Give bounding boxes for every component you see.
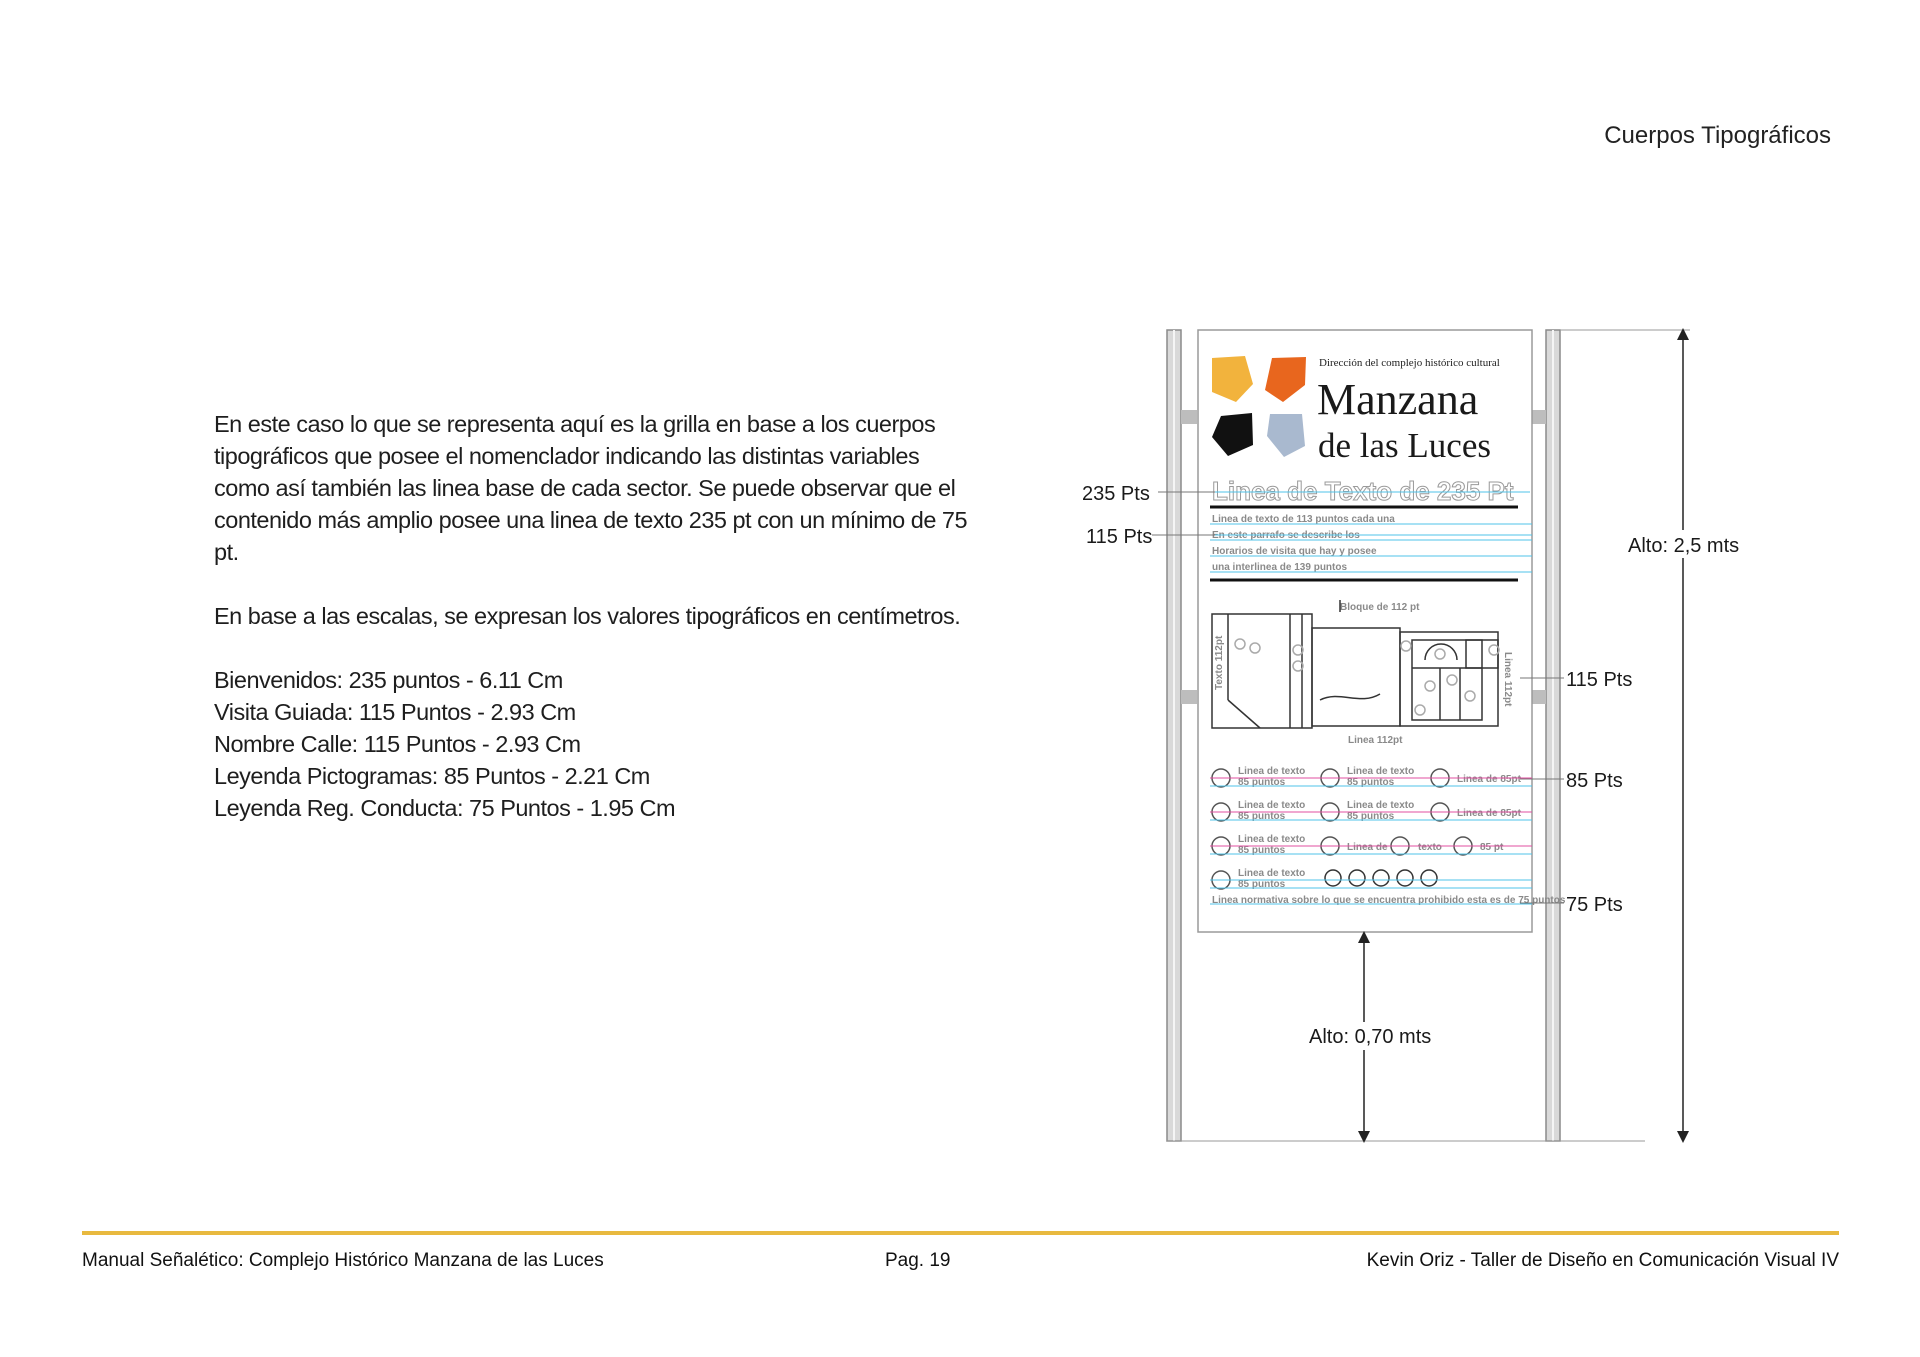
- footer-left: Manual Señalético: Complejo Histórico Manzana de las Luces: [82, 1250, 604, 1271]
- label-75-pts: 75 Pts: [1566, 894, 1623, 916]
- svg-text:85 pt: 85 pt: [1480, 842, 1504, 853]
- label-235-pts: 235 Pts: [1082, 483, 1150, 505]
- svg-text:Linea de texto de 113 puntos c: Linea de texto de 113 puntos cada una: [1212, 514, 1395, 525]
- right-post: [1532, 330, 1560, 1141]
- svg-text:Bloque de 112 pt: Bloque de 112 pt: [1340, 602, 1420, 613]
- svg-text:Linea de 85pt: Linea de 85pt: [1457, 808, 1521, 819]
- section-title: Cuerpos Tipográficos: [1604, 122, 1831, 149]
- svg-text:Linea de texto: Linea de texto: [1238, 800, 1306, 811]
- list-item: Leyenda Reg. Conducta: 75 Puntos - 1.95 Cm: [214, 795, 676, 821]
- footer-page-number: Pag. 19: [885, 1250, 951, 1271]
- svg-text:Horarios de visita que hay y p: Horarios de visita que hay y posee: [1212, 546, 1377, 557]
- list-item: Leyenda Pictogramas: 85 Puntos - 2.21 Cm: [214, 763, 650, 789]
- svg-text:En este parrafo se describe lo: En este parrafo se describe los: [1212, 530, 1360, 541]
- footer-right: Kevin Oriz - Taller de Diseño en Comunicación Visual IV: [1366, 1250, 1839, 1271]
- label-115-pts-left: 115 Pts: [1086, 526, 1153, 548]
- list-item: Bienvenidos: 235 puntos - 6.11 Cm: [214, 667, 563, 693]
- svg-text:85 puntos: 85 puntos: [1347, 777, 1395, 788]
- list-item: Nombre Calle: 115 Puntos - 2.93 Cm: [214, 731, 581, 757]
- paragraph-1: En este caso lo que se representa aquí es la grilla en base a los cuerpos tipográficos que posee el nomenclador indicando las distintas variables como así también las linea base de cada sector. Se puede observar que el contenido más amplio posee una linea de texto 235 pt con un mínimo de 75 pt.: [214, 411, 968, 565]
- list-item: Visita Guiada: 115 Puntos - 2.93 Cm: [214, 699, 576, 725]
- svg-text:Linea de texto: Linea de texto: [1238, 868, 1306, 879]
- sign-title-line2: de las Luces: [1318, 426, 1491, 465]
- sign-subtitle: Dirección del complejo histórico cultural: [1319, 357, 1500, 369]
- label-alto-base: Alto: 0,70 mts: [1309, 1026, 1432, 1048]
- left-post: [1167, 330, 1197, 1141]
- svg-text:una interlinea de 139 puntos: una interlinea de 139 puntos: [1212, 562, 1348, 573]
- svg-text:85 puntos: 85 puntos: [1238, 845, 1286, 856]
- sign-title-line1: Manzana: [1317, 375, 1479, 424]
- footer-rule: [82, 1231, 1839, 1235]
- svg-text:85 puntos: 85 puntos: [1238, 811, 1286, 822]
- label-alto-total: Alto: 2,5 mts: [1628, 535, 1740, 557]
- sign-line-235: Linea de Texto de 235 Pt: [1212, 476, 1514, 506]
- svg-text:Linea 112pt: Linea 112pt: [1348, 735, 1403, 746]
- svg-text:85 puntos: 85 puntos: [1238, 879, 1286, 890]
- svg-text:Linea normativa sobre lo que s: Linea normativa sobre lo que se encuentra prohibido esta es de 75 puntos: [1212, 895, 1566, 906]
- label-85-pts: 85 Pts: [1566, 770, 1623, 792]
- paragraph-2: En base a las escalas, se expresan los valores tipográficos en centímetros.: [214, 603, 961, 629]
- svg-text:85 puntos: 85 puntos: [1238, 777, 1286, 788]
- svg-text:Linea de texto: Linea de texto: [1347, 800, 1415, 811]
- svg-text:Linea de 85pt: Linea de 85pt: [1457, 774, 1521, 785]
- svg-text:Linea de texto: Linea de texto: [1238, 834, 1306, 845]
- svg-text:Linea de texto: Linea de texto: [1238, 766, 1306, 777]
- svg-text:Linea de: Linea de: [1347, 842, 1388, 853]
- svg-text:Texto 112pt: Texto 112pt: [1214, 635, 1225, 690]
- svg-text:85 puntos: 85 puntos: [1347, 811, 1395, 822]
- svg-text:texto: texto: [1418, 842, 1442, 853]
- label-115-pts-right: 115 Pts: [1566, 669, 1633, 691]
- svg-text:Linea 112pt: Linea 112pt: [1502, 652, 1513, 707]
- svg-text:Linea de texto: Linea de texto: [1347, 766, 1415, 777]
